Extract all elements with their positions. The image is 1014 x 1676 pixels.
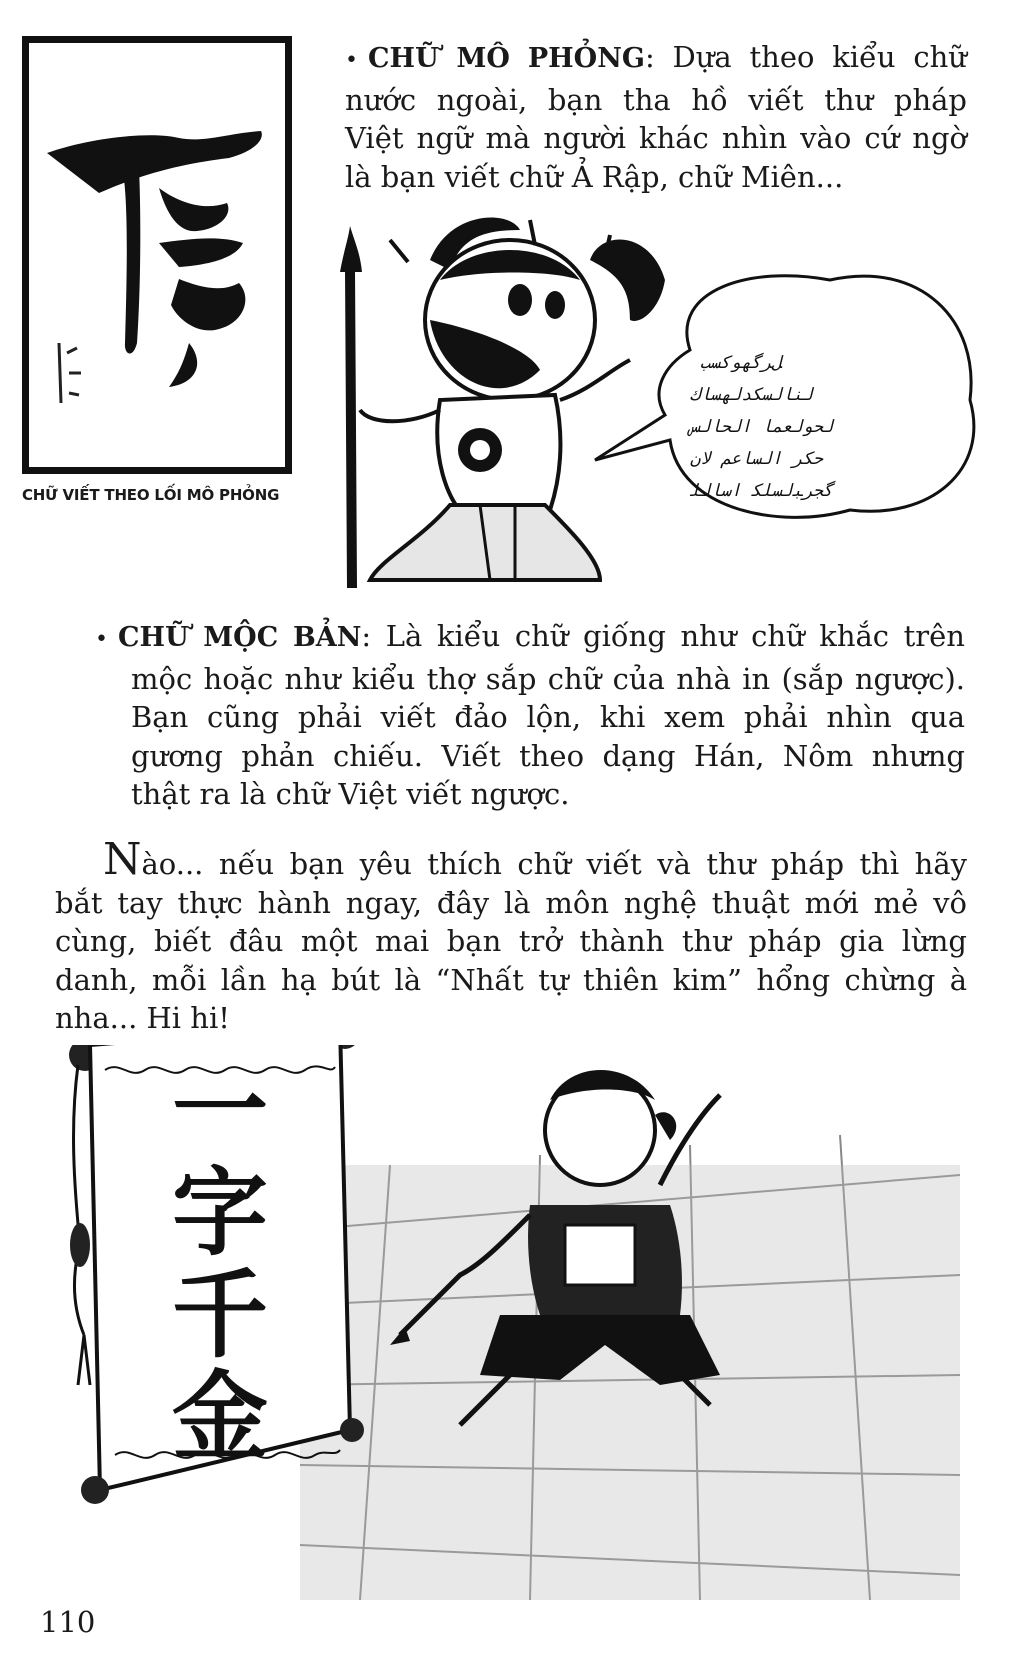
text-line: Việt ngữ mà người khác nhìn vào cứ ngờ	[345, 121, 967, 155]
bubble-line: ﻟﺤﻮﻟﻌﻤﺎ ﺍﻟﺤﺎﻟﺲ	[690, 417, 834, 437]
text-line: Bạn cũng phải viết đảo lộn, khi xem phải nhìn qua	[131, 700, 965, 734]
text-line: nha... Hi hi!	[55, 1001, 230, 1035]
scroll-character: 一	[172, 1055, 268, 1167]
calligraphy-artwork	[29, 43, 285, 467]
text-line: danh, mỗi lần hạ bút là “Nhất tự thiên kim” hổng chừng à	[55, 962, 967, 997]
text-line: Là kiểu chữ giống như chữ khắc trên	[371, 619, 965, 653]
text-line: thật ra là chữ Việt viết ngược.	[131, 777, 570, 811]
speech-bubble-text	[680, 340, 970, 520]
closing-paragraph	[55, 834, 967, 1038]
scroll-character: 字	[172, 1157, 268, 1269]
page-number: 110	[40, 1605, 96, 1639]
bullet: •	[95, 627, 108, 652]
bubble-line: ﮔﺠﺮﺒﻟﺴﻠﻜ ﺍﺳﺎﻟﻠ	[690, 481, 834, 501]
term-colon: :	[361, 619, 372, 653]
section-moc-ban	[95, 617, 965, 814]
calligraphy-frame	[22, 36, 292, 474]
term-mo-phong: CHỮ MÔ PHỎNG	[367, 43, 645, 74]
text-line: bắt tay thực hành ngay, đây là môn nghệ thuật mới mẻ vô	[55, 885, 967, 920]
bubble-line: ﺣﻜﺮ ﺍﻟﺴﺎﻋﻢ ﻟﺎﻥ	[690, 449, 824, 469]
figure-caption: CHỮ VIẾT THEO LỐI MÔ PHỎNG	[22, 486, 280, 504]
text-line: ào... nếu bạn yêu thích chữ viết và thư pháp thì hãy	[141, 847, 967, 881]
text-line: Dựa theo kiểu chữ	[654, 40, 967, 74]
term-moc-ban: CHỮ MỘC BẢN	[117, 622, 362, 653]
drop-cap: N	[103, 834, 142, 885]
text-line: mộc hoặc như kiểu thợ sắp chữ của nhà in (sắp ngược).	[131, 661, 965, 696]
bubble-line: ﻞﺮﮔﻬﻮﻛﺴﺐ	[700, 353, 782, 373]
bullet: •	[345, 48, 358, 73]
section-mo-phong	[345, 38, 967, 196]
text-line: gương phản chiếu. Viết theo dạng Hán, Nôm nhưng	[131, 738, 965, 773]
scroll-character: 金	[172, 1361, 268, 1473]
text-line: là bạn viết chữ Ả Rập, chữ Miên...	[345, 159, 844, 194]
text-line: nước ngoài, bạn tha hồ viết thư pháp	[345, 82, 967, 117]
scroll-character: 千	[172, 1259, 268, 1371]
scroll-inscription	[160, 1055, 280, 1473]
bubble-line: ﻟﻨﺎﻟﺴﻜﺪﻟﻬﺴﺎﻙ	[690, 385, 813, 405]
text-line: cùng, biết đâu một mai bạn trở thành thư pháp gia lừng	[55, 924, 967, 958]
term-colon: :	[644, 40, 655, 74]
